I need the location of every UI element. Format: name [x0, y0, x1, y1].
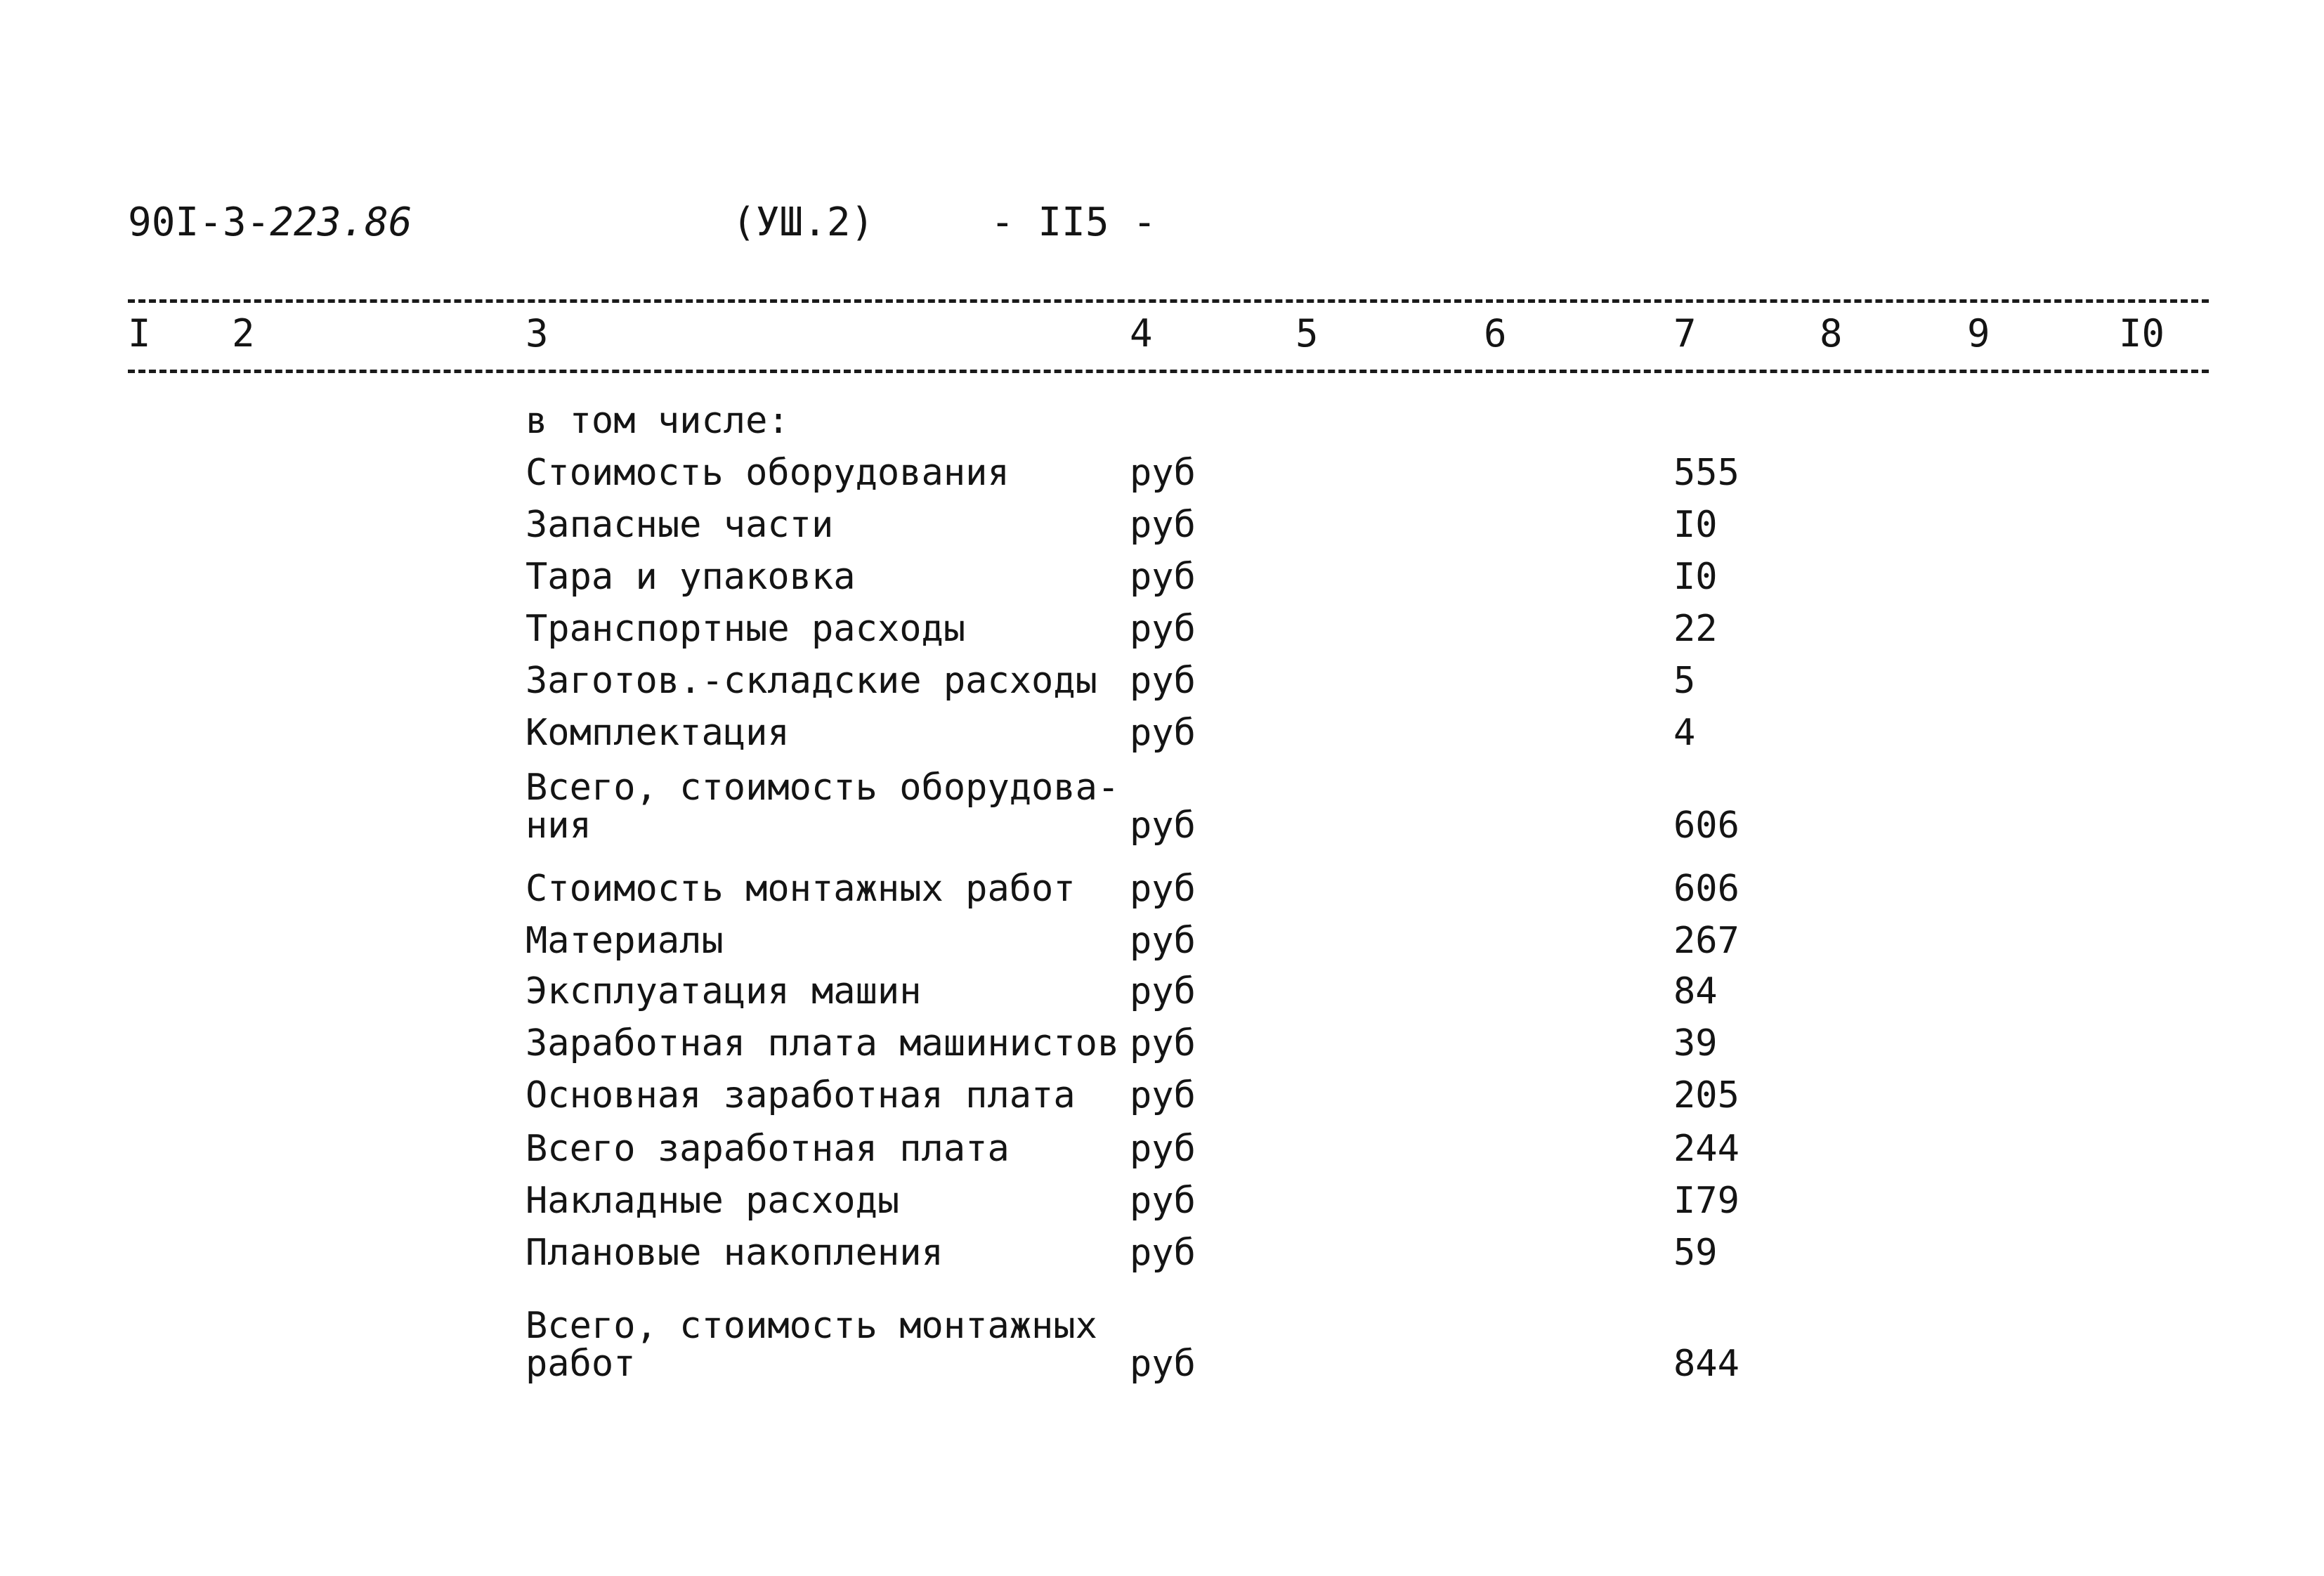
row-name [525, 1076, 1102, 1114]
row-unit: руб [1130, 1343, 1196, 1385]
row-value: I79 [1673, 1180, 1739, 1222]
row-name-line: Запасные части [525, 504, 834, 546]
row-name-line: Всего заработная плата [525, 1128, 1010, 1170]
column-number-3: 3 [525, 311, 549, 356]
row-name [525, 1307, 1102, 1383]
page-number: - II5 - [991, 200, 1157, 245]
column-number-5: 5 [1295, 311, 1319, 356]
row-name-line: Заготов.-складские расходы [525, 660, 1097, 702]
row-value: 844 [1673, 1343, 1739, 1385]
row-unit: руб [1130, 868, 1196, 910]
row-name-line: Материалы [525, 920, 724, 962]
row-name [525, 767, 1120, 847]
row-value: 555 [1673, 452, 1739, 494]
document-code [128, 198, 412, 247]
row-unit: руб [1130, 608, 1196, 650]
row-name [525, 922, 1102, 960]
column-number-7: 7 [1673, 311, 1697, 356]
row-value: 39 [1673, 1022, 1718, 1064]
table-header-bottom-rule [128, 370, 2209, 373]
row-name-line: Всего, стоимость монтажных [525, 1305, 1097, 1347]
row-name [525, 1022, 1120, 1064]
row-name-line: Основная заработная плата [525, 1074, 1076, 1116]
row-unit: руб [1130, 805, 1196, 847]
row-name [525, 1130, 1102, 1168]
document-code-prefix: 90I-3- [128, 200, 270, 245]
row-name [525, 972, 1102, 1010]
row-name-line: Комплектация [525, 712, 790, 754]
row-value: 59 [1673, 1232, 1718, 1274]
row-value: 205 [1673, 1074, 1739, 1116]
row-unit: руб [1130, 1074, 1196, 1116]
row-unit: руб [1130, 1232, 1196, 1274]
row-name-line: Транспортные расходы [525, 608, 966, 650]
row-name-line: Накладные расходы [525, 1180, 900, 1222]
column-number-6: 6 [1484, 311, 1507, 356]
row-name-line: Всего, стоимость оборудова- [525, 767, 1120, 809]
row-unit: руб [1130, 1022, 1196, 1064]
column-number-2: 2 [232, 311, 255, 356]
row-name-line: Тара и упаковка [525, 556, 856, 598]
row-value: 5 [1673, 660, 1696, 702]
row-value: 606 [1673, 868, 1739, 910]
row-name-line: Заработная плата машинистов [525, 1022, 1120, 1064]
row-name [525, 558, 1102, 596]
row-unit: руб [1130, 1128, 1196, 1170]
row-unit: руб [1130, 452, 1196, 494]
row-value: I0 [1673, 504, 1718, 546]
row-unit: руб [1130, 970, 1196, 1012]
row-name-line: работ [525, 1343, 636, 1385]
row-name [525, 1182, 1102, 1220]
row-name [525, 454, 1102, 492]
row-name-line: ния [525, 805, 592, 847]
row-name [525, 1234, 1102, 1272]
column-number-1: I [128, 311, 151, 356]
row-name [525, 610, 1102, 648]
row-unit: руб [1130, 1180, 1196, 1222]
row-name-line: Плановые накопления [525, 1232, 944, 1274]
row-unit: руб [1130, 712, 1196, 754]
row-name [525, 662, 1102, 700]
column-number-9: 9 [1967, 311, 1990, 356]
row-value: 267 [1673, 920, 1739, 962]
row-name [525, 506, 1102, 544]
row-name [525, 870, 1102, 908]
row-value: 606 [1673, 805, 1739, 847]
section-label: (УШ.2) [732, 200, 875, 245]
document-code-suffix: 223.86 [270, 200, 412, 245]
row-value: 4 [1673, 712, 1696, 754]
row-name-line: Стоимость оборудования [525, 452, 1010, 494]
row-unit: руб [1130, 504, 1196, 546]
row-value: 84 [1673, 970, 1718, 1012]
row-value: I0 [1673, 556, 1718, 598]
column-number-8: 8 [1820, 311, 1843, 356]
row-value: 244 [1673, 1128, 1739, 1170]
row-unit: руб [1130, 920, 1196, 962]
column-number-4: 4 [1130, 311, 1153, 356]
row-value: 22 [1673, 608, 1718, 650]
row-unit: руб [1130, 556, 1196, 598]
row-name-line: Эксплуатация машин [525, 970, 922, 1012]
table-header-top-rule [128, 299, 2209, 303]
row-unit: руб [1130, 660, 1196, 702]
column-number-10: I0 [2119, 311, 2165, 356]
intro-label: в том числе: [525, 400, 790, 442]
row-name [525, 714, 1102, 752]
row-name-line: Стоимость монтажных работ [525, 868, 1076, 910]
